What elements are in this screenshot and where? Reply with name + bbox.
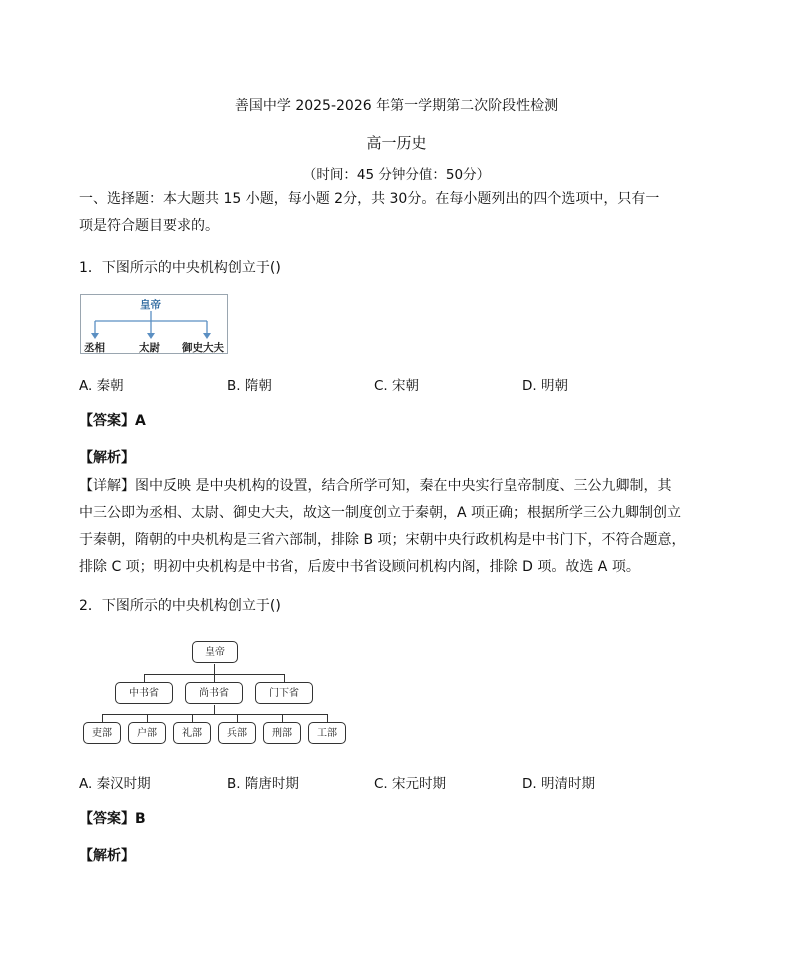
q2-line xyxy=(144,674,145,682)
q1-diagram xyxy=(80,294,228,354)
q2-diagram-xingbu: 刑部 xyxy=(263,722,301,744)
q2-diagram-zhongshu: 中书省 xyxy=(115,682,173,704)
q2-line xyxy=(282,714,283,722)
q1-answer xyxy=(79,411,146,431)
q2-line xyxy=(214,664,215,674)
q2-diagram-emperor: 皇帝 xyxy=(192,641,238,663)
q2-diagram xyxy=(80,638,346,750)
q2-answer-label: 【答案】 xyxy=(79,811,135,827)
q1-stem: 1．下图所示的中央机构创立于() xyxy=(79,260,281,276)
q2-options xyxy=(79,772,719,792)
section-instructions xyxy=(79,186,719,240)
q2-analysis-label: 【解析】 xyxy=(79,848,135,864)
exam-title: 善国中学 2025-2026 年第一学期第二次阶段性检测 xyxy=(234,98,559,114)
q1-option-c: C. 宋朝 xyxy=(374,378,420,394)
q1-detail-line: 【详解】图中反映 是中央机构的设置，结合所学可知，秦在中央实行皇帝制度、三公九卿制，其 xyxy=(79,478,672,494)
q1-detail xyxy=(79,473,719,581)
q2-stem: 2．下图所示的中央机构创立于() xyxy=(79,598,281,614)
q2-option-a: A. 秦汉时期 xyxy=(79,776,151,792)
q1-diagram-censor: 御史大夫 xyxy=(182,342,224,354)
q2-line xyxy=(327,714,328,722)
q2-option-c: C. 宋元时期 xyxy=(374,776,447,792)
q1-option-b: B. 隋朝 xyxy=(227,378,272,394)
q2-line xyxy=(284,674,285,682)
q2-line xyxy=(102,714,328,715)
q2-diagram-libu-rites: 礼部 xyxy=(173,722,211,744)
q1-options xyxy=(79,374,719,394)
exam-time-info: （时间：45 分钟分值：50分） xyxy=(302,167,491,183)
q2-answer-value: B xyxy=(135,811,146,827)
q2-diagram-hubu: 户部 xyxy=(128,722,166,744)
q2-diagram-menxia: 门下省 xyxy=(255,682,313,704)
section-line: 一、选择题：本大题共 15 小题，每小题 2分，共 30分。在每小题列出的四个选项中，只有一 xyxy=(79,191,660,207)
q2-line xyxy=(102,714,103,722)
q1-diagram-emperor: 皇帝 xyxy=(140,299,161,311)
q2-diagram-libu: 吏部 xyxy=(83,722,121,744)
q1-option-d: D. 明朝 xyxy=(522,378,568,394)
q1-detail-line: 排除 C 项；明初中央机构是中书省，后废中书省设顾问机构内阁，排除 D 项。故选 A 项。 xyxy=(79,559,640,575)
q2-option-d: D. 明清时期 xyxy=(522,776,595,792)
q2-line xyxy=(237,714,238,722)
q1-answer-label: 【答案】 xyxy=(79,413,135,429)
q2-answer xyxy=(79,809,146,829)
q1-option-a: A. 秦朝 xyxy=(79,378,124,394)
q1-diagram-chancellor: 丞相 xyxy=(84,342,105,354)
q2-line xyxy=(192,714,193,722)
q1-detail-line: 中三公即为丞相、太尉、御史大夫，故这一制度创立于秦朝，A 项正确；根据所学三公九卿制创立 xyxy=(79,505,682,521)
q1-analysis-label: 【解析】 xyxy=(79,450,135,466)
q1-diagram-taiwei: 太尉 xyxy=(139,342,160,354)
q2-line xyxy=(214,705,215,714)
q2-diagram-bingbu: 兵部 xyxy=(218,722,256,744)
exam-subject: 高一历史 xyxy=(366,134,427,152)
section-line: 项是符合题目要求的。 xyxy=(79,218,219,234)
q2-line xyxy=(214,674,215,682)
q2-diagram-shangshu: 尚书省 xyxy=(185,682,243,704)
q1-answer-value: A xyxy=(135,413,146,429)
q2-option-b: B. 隋唐时期 xyxy=(227,776,299,792)
q2-line xyxy=(147,714,148,722)
q1-detail-line: 于秦朝，隋朝的中央机构是三省六部制，排除 B 项；宋朝中央行政机构是中书门下，不符合题意， xyxy=(79,532,686,548)
q2-diagram-gongbu: 工部 xyxy=(308,722,346,744)
